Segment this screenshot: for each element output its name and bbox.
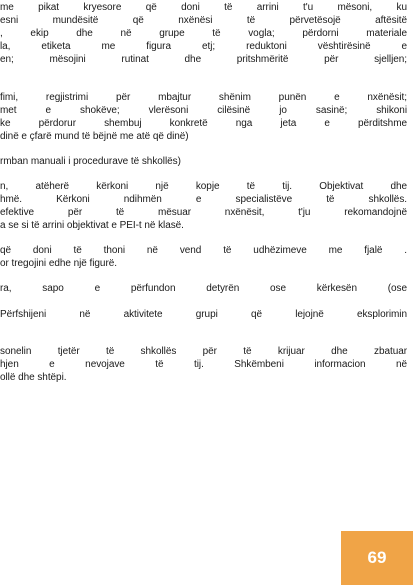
- text-line: n, atëherë kërkoni një kopje të tij. Objektivat dhe: [0, 181, 407, 192]
- page-number: 69: [367, 548, 387, 567]
- text-line: esni mundësitë që nxënësi të përvetësojë aftësitë: [0, 15, 407, 26]
- text-line: hjen e nevojave të tij. Shkëmbeni informacion në: [0, 359, 407, 370]
- text-line: , ekip dhe në grupe të vogla; përdorni materiale: [0, 28, 407, 39]
- text-line: met e shokëve; vlerësoni cilësinë jo sasinë; shikoni: [0, 105, 407, 116]
- text-line: efektive për të mësuar nxënësit, t'ju rekomandojnë: [0, 207, 407, 218]
- text-line: a se si të arrini objektivat e PEI-t në klasë.: [0, 220, 184, 231]
- text-line: la, etiketa me figura etj; reduktoni vështirësinë e: [0, 41, 407, 52]
- text-line: sonelin tjetër të shkollës për të krijuar dhe zbatuar: [0, 346, 407, 357]
- text-line: or tregojini edhe një figurë.: [0, 258, 117, 269]
- text-line: dinë e çfarë mund të bëjnë me atë që dinë): [0, 131, 189, 142]
- text-line: ke përdorur shembuj konkretë nga jeta e përditshme: [0, 118, 407, 129]
- text-line: fimi, regjistrimi për mbajtur shënim punën e nxënësit;: [0, 92, 407, 103]
- text-line: me pikat kryesore që doni të arrini t'u mësoni, ku: [0, 2, 407, 13]
- text-line: rmban manuali i procedurave të shkollës): [0, 156, 181, 167]
- page-number-badge: [341, 531, 413, 585]
- text-line: en; mësojini rutinat dhe pritshmëritë për sjelljen;: [0, 54, 407, 65]
- text-line: hmë. Kërkoni ndihmën e specialistëve të shkollës.: [0, 194, 407, 205]
- text-line: ra, sapo e përfundon detyrën ose kërkesën (ose: [0, 283, 407, 294]
- text-line: që doni të thoni në vend të udhëzimeve me fjalë .: [0, 245, 407, 256]
- text-line: Përfshijeni në aktivitete grupi që lejojnë eksplorimin: [0, 309, 407, 320]
- text-line: ollë dhe shtëpi.: [0, 372, 67, 383]
